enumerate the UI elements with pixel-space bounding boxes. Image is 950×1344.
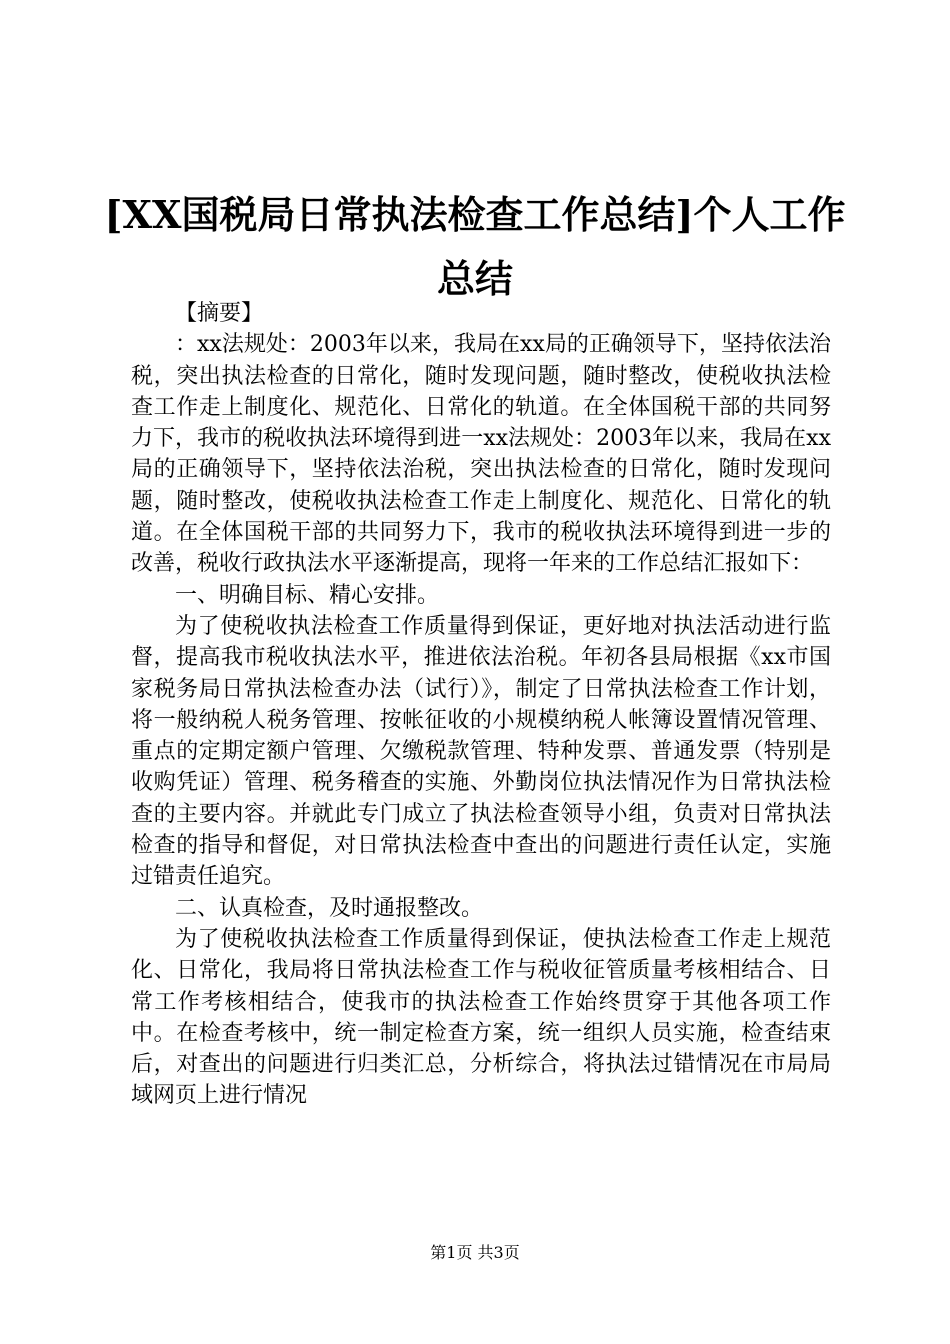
paragraph-section-1: 为了使税收执法检查工作质量得到保证，更好地对执法活动进行监督，提高我市税收执法水平，推进依法治税。年初各县局根据《xx市国家税务局日常执法检查办法（试行）》，制定了日常执法检查工作计划，将一般纳税人税务管理、按帐征收的小规模纳税人帐簿设置情况管理、重点的定期定额户管理、欠缴税款管理、特种发票、普通发票（特别是收购凭证）管理、税务稽查的实施、外勤岗位执法情况作为日常执法检查的主要内容。并就此专门成立了执法检查领导小组，负责对日常执法检查的指导和督促，对日常执法检查中查出的问题进行责任认定，实施过错责任追究。 — [131, 613, 831, 890]
section-heading-1: 一、明确目标、精心安排。 — [175, 582, 440, 608]
paragraph-section-2: 为了使税收执法检查工作质量得到保证，使执法检查工作走上规范化、日常化，我局将日常执法检查工作与税收征管质量考核相结合、日常工作考核相结合，使我市的执法检查工作始终贯穿于其他各项工作中。在检查考核中，统一制定检查方案，统一组织人员实施，检查结束后，对查出的问题进行归类汇总，分析综合，将执法过错情况在市局局域网页上进行情况 — [131, 926, 831, 1109]
document-body — [131, 298, 831, 1112]
document-title: [XX国税局日常执法检查工作总结]个人工作总结 — [104, 192, 846, 301]
paragraph-abstract: ：xx法规处：2003年以来，我局在xx局的正确领导下，坚持依法治税，突出执法检查的日常化，随时发现问题，随时整改，使税收执法检查工作走上制度化、规范化、日常化的轨道。在全体国税干部的共同努力下，我市的税收执法环境得到进一xx法规处：2003年以来，我局在xx局的正确领导下，坚持依法治税，突出执法检查的日常化，随时发现问题，随时整改，使税收执法检查工作走上制度化、规范化、日常化的轨道。在全体国税干部的共同努力下，我市的税收执法环境得到进一步的改善，税收行政执法水平逐渐提高，现将一年来的工作总结汇报如下： — [131, 332, 831, 577]
page-footer: 第1页 共3页 — [430, 1243, 520, 1262]
abstract-label: 【摘要】 — [175, 301, 264, 326]
section-heading-2: 二、认真检查，及时通报整改。 — [175, 895, 484, 921]
